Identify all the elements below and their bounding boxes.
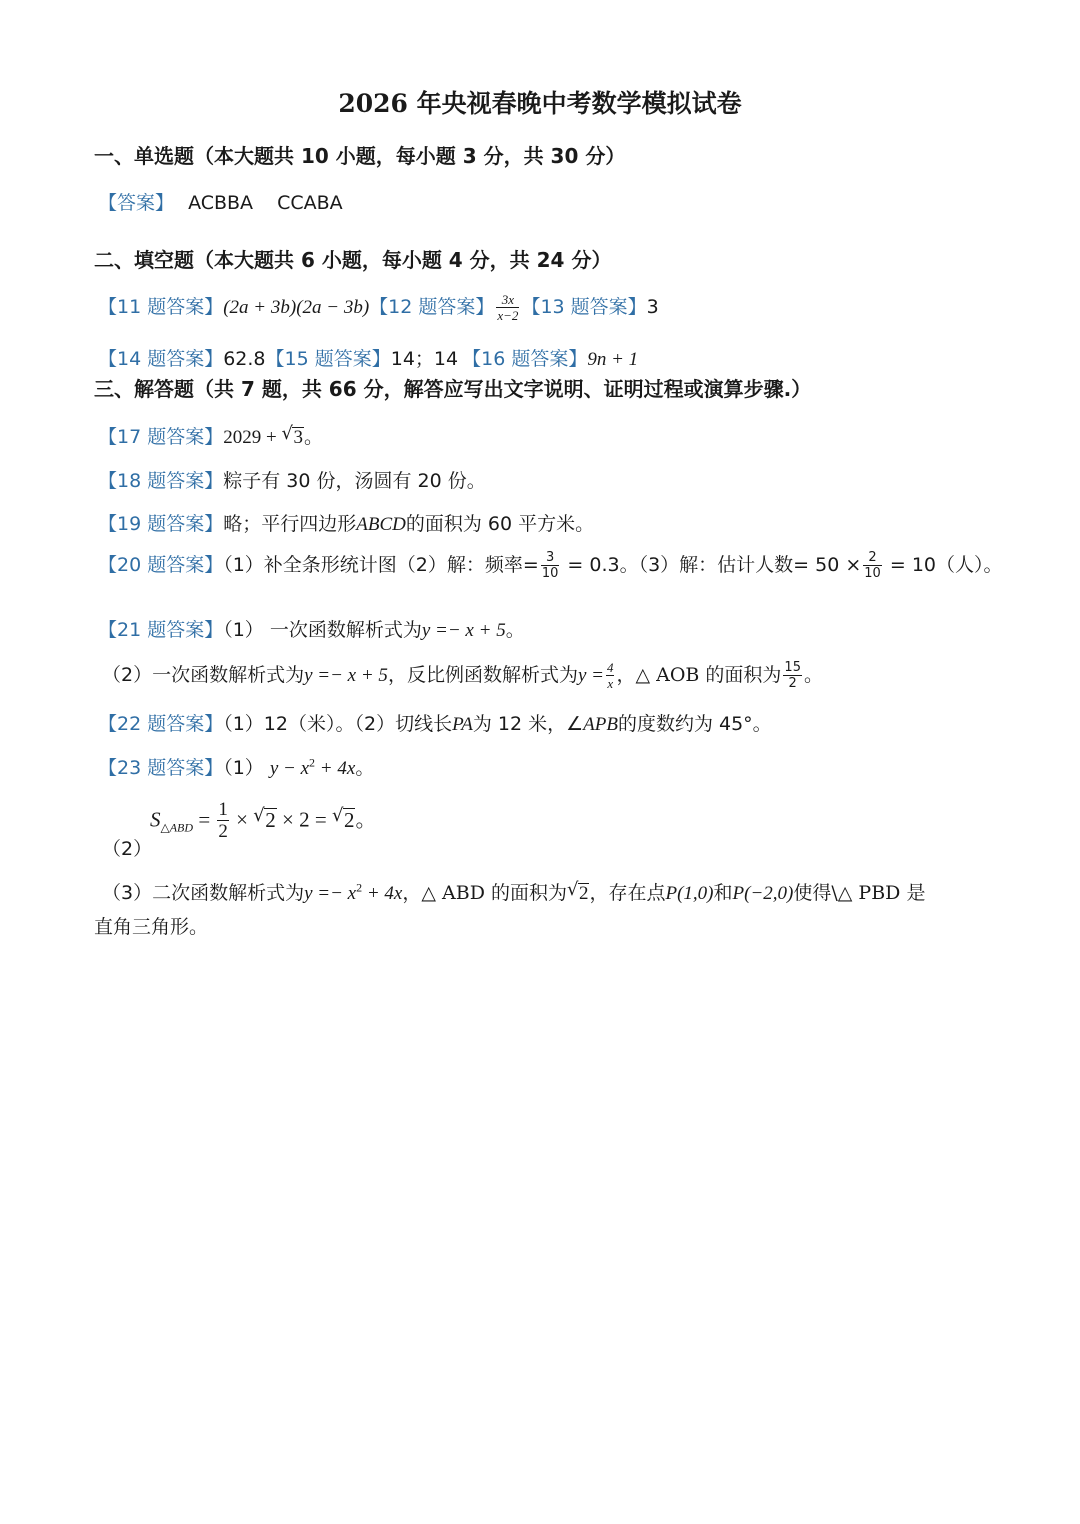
q23-sqrt-1 [253, 804, 277, 832]
sqrt-icon: √ [566, 879, 579, 900]
q17-sqrt [281, 423, 304, 449]
q21-f1-denominator: x [607, 676, 614, 691]
q22-text-a: （1）12（米）。（2）切线长 [223, 713, 453, 735]
answer-line-21-2 [102, 660, 823, 690]
q20-f2-numerator: 2 [863, 551, 882, 566]
q23-part2-label: （2） [102, 838, 153, 860]
answer-line-21-1 [98, 615, 525, 642]
page-title: 2026 年央视春晚中考数学模拟试卷 [338, 89, 742, 118]
q12-numerator: 3x [496, 293, 519, 308]
q21-fraction-1 [606, 661, 615, 690]
q17-radicand: 3 [293, 427, 303, 448]
q19-math: ABCD [356, 514, 406, 535]
q12-tag: 【12 题答案】 [369, 296, 495, 318]
answer-line-23-3 [102, 878, 925, 905]
q23-part3-text-e: 使得\△ PBD 是 [793, 882, 926, 904]
answer-line-14-16 [98, 344, 638, 371]
q17-period: 。 [303, 426, 323, 448]
q16-tag: 【16 题答案】 [462, 348, 588, 370]
q20-text-a: （1）补全条形统计图（2）解：频率= [223, 554, 539, 576]
answer-tag: 【答案】 [98, 192, 175, 214]
answer-6-10: CCABA [277, 192, 343, 214]
q23-f-numerator: 1 [218, 799, 228, 820]
q23-equals: = [193, 807, 216, 832]
q22-text-b: 为 12 米，∠ [472, 713, 584, 735]
q22-tag: 【22 题答案】 [98, 713, 224, 735]
q12-denominator: x−2 [497, 308, 519, 323]
sqrt-icon: √ [281, 423, 293, 444]
q20-fraction-2 [863, 551, 882, 580]
section-2-heading: 二、填空题（本大题共 6 小题，每小题 4 分，共 24 分） [94, 248, 612, 272]
q23-part3-sqrt [566, 879, 590, 905]
q23-part3-exponent: 2 [356, 880, 363, 895]
q20-f1-denominator: 10 [541, 566, 559, 581]
q19-text-b: 的面积为 60 平方米。 [405, 513, 595, 535]
q21-part1-period: 。 [505, 619, 525, 641]
q23-part3-math: y =− x [304, 883, 357, 904]
q21-f2-denominator: 2 [788, 676, 797, 691]
answer-1-5: ACBBA [188, 192, 254, 214]
q21-part2-text-a: （2）一次函数解析式为 [102, 664, 305, 686]
q23-f-denominator: 2 [218, 821, 228, 842]
q23-area-subscript: △ABD [160, 820, 194, 835]
q14-tag: 【14 题答案】 [98, 348, 224, 370]
q17-tag: 【17 题答案】 [98, 426, 224, 448]
answer-line-20 [98, 550, 1003, 580]
q23-part3-math-b: + 4x [362, 883, 403, 904]
section-3-heading: 三、解答题（共 7 题，共 66 分，解答应写出文字说明、证明过程或演算步骤.） [94, 377, 812, 401]
q23-part3-text-b: ，△ ABD 的面积为 [402, 882, 567, 904]
q12-fraction [496, 293, 519, 322]
q22-text-c: 的度数约为 45°。 [617, 713, 772, 735]
q13-tag: 【13 题答案】 [521, 296, 647, 318]
q19-text-a: 略；平行四边形 [223, 513, 357, 535]
answer-line-18 [98, 466, 486, 493]
q21-part2-text-c: ，△ AOB 的面积为 [616, 664, 782, 686]
sqrt-icon: √ [253, 804, 265, 826]
q21-part1-text: （1） 一次函数解析式为 [223, 619, 422, 641]
sqrt-icon: √ [331, 804, 344, 826]
q23-fraction [217, 800, 229, 841]
q21-fraction-2 [783, 661, 802, 690]
q23-part1-math-b: + 4x [315, 758, 356, 779]
q23-part3-text-c: ，存在点 [589, 882, 666, 904]
q21-part1-math: y =− x + 5 [421, 620, 506, 641]
q21-part2-text-b: ，反比例函数解析式为 [387, 664, 578, 686]
q23-part2-period: 。 [355, 807, 377, 832]
answer-line-23-1 [98, 753, 374, 780]
q15-answer: 14；14 [390, 348, 459, 370]
q15-tag: 【15 题答案】 [265, 348, 391, 370]
q13-answer: 3 [646, 296, 659, 318]
q22-math-a: PA [452, 714, 473, 735]
q21-part2-math-b: y = [577, 665, 604, 686]
q23-part1-exponent: 2 [309, 755, 316, 770]
q23-part3-text-f: 直角三角形。 [94, 916, 209, 938]
q23-part1-text: （1） [223, 757, 270, 779]
q23-radicand-1: 2 [265, 807, 276, 832]
q23-times: × [230, 807, 254, 832]
answer-line-19 [98, 509, 594, 536]
q20-fraction-1 [541, 551, 560, 580]
section-1-heading: 一、单选题（本大题共 10 小题，每小题 3 分，共 30 分） [94, 144, 626, 168]
q23-area-symbol: S [150, 807, 161, 832]
q19-tag: 【19 题答案】 [98, 513, 224, 535]
q21-part2-math: y =− x + 5 [304, 665, 388, 686]
answer-line-17 [98, 422, 323, 449]
q20-f2-denominator: 10 [864, 566, 881, 581]
q23-part1-period: 。 [355, 757, 375, 779]
q20-text-b: = 0.3。（3）解：估计人数= 50 × [561, 554, 862, 576]
q21-f2-numerator: 15 [784, 660, 801, 675]
q20-f1-numerator: 3 [541, 551, 560, 566]
q22-math-b: APB [583, 714, 618, 735]
q23-times-2: × 2 = [276, 807, 332, 832]
q23-part2-formula [150, 800, 376, 841]
q16-answer: 9n + 1 [587, 349, 639, 370]
q23-point-1: P(1,0) [665, 883, 714, 904]
q20-text-c: = 10（人）。 [883, 554, 1003, 576]
answer-line-22 [98, 709, 772, 736]
q11-tag: 【11 题答案】 [98, 296, 224, 318]
q18-answer: 粽子有 30 份，汤圆有 20 份。 [223, 470, 486, 492]
q23-part3-text-a: （3）二次函数解析式为 [102, 882, 305, 904]
q20-tag: 【20 题答案】 [98, 554, 224, 576]
q23-part3-text-d: 和 [713, 882, 733, 904]
q21-tag: 【21 题答案】 [98, 619, 224, 641]
q17-answer-prefix: 2029 + [223, 427, 282, 448]
q23-part3-radicand: 2 [578, 883, 589, 904]
answer-line-1-10 [98, 188, 343, 215]
q23-tag: 【23 题答案】 [98, 757, 224, 779]
q21-part2-period: 。 [803, 664, 823, 686]
q18-tag: 【18 题答案】 [98, 470, 224, 492]
answer-line-11-13 [98, 292, 659, 322]
q23-point-2: P(−2,0) [732, 883, 794, 904]
q23-radicand-2: 2 [343, 807, 355, 832]
q11-answer: (2a + 3b)(2a − 3b) [223, 297, 370, 318]
q23-sqrt-2 [331, 804, 356, 832]
q21-f1-numerator: 4 [606, 660, 614, 675]
q14-answer: 62.8 [223, 348, 266, 370]
q23-part1-math: y − x [269, 758, 310, 779]
